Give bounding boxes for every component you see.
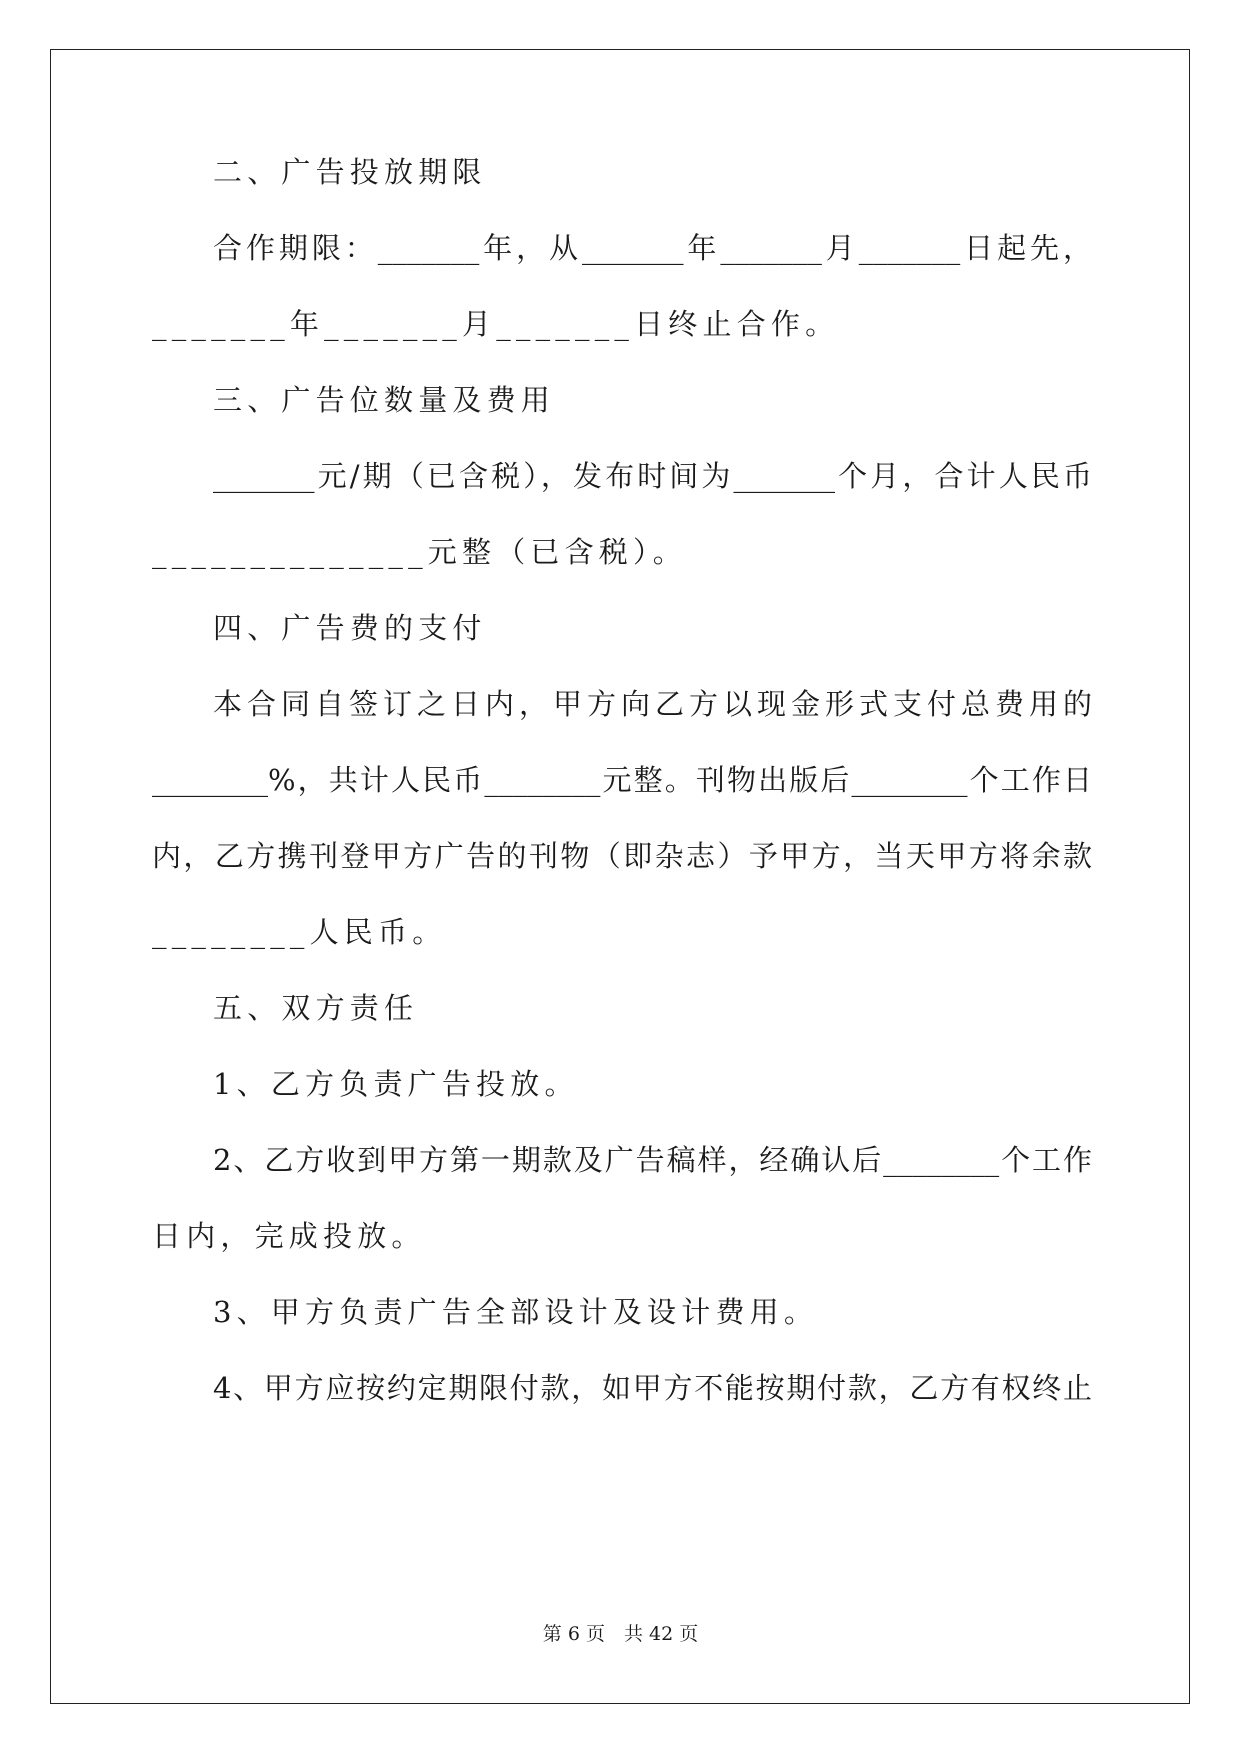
heading-responsibilities: 五、双方责任 — [213, 991, 419, 1025]
paragraph-line: 内，乙方携刊登甲方广告的刊物（即杂志）予甲方，当天甲方将余款 — [152, 839, 1092, 873]
list-item: 1、乙方负责广告投放。 — [213, 1067, 579, 1101]
paragraph-line: _______元/期（已含税），发布时间为_______个月，合计人民币 — [213, 459, 1092, 493]
paragraph-line: ________%，共计人民币________元整。刊物出版后________个工作日 — [152, 763, 1092, 797]
heading-ad-payment: 四、广告费的支付 — [213, 611, 487, 645]
paragraph-line: 日内，完成投放。 — [152, 1219, 426, 1253]
paragraph-line: _______年_______月_______日终止合作。 — [152, 307, 840, 341]
heading-ad-quantity-fee: 三、广告位数量及费用 — [213, 383, 556, 417]
heading-ad-period: 二、广告投放期限 — [213, 155, 487, 189]
page-border — [50, 49, 1190, 1704]
list-item: 4、甲方应按约定期限付款，如甲方不能按期付款，乙方有权终止 — [213, 1371, 1092, 1405]
paragraph-line: 本合同自签订之日内，甲方向乙方以现金形式支付总费用的 — [213, 687, 1092, 721]
page-number: 第 6 页 共 42 页 — [542, 1623, 699, 1645]
list-item: 2、乙方收到甲方第一期款及广告稿样，经确认后________个工作 — [213, 1143, 1092, 1177]
paragraph-line: ______________元整（已含税）。 — [152, 535, 687, 569]
list-item: 3、甲方负责广告全部设计及设计费用。 — [213, 1295, 819, 1329]
paragraph-line: ________人民币。 — [152, 915, 447, 949]
paragraph-line: 合作期限：_______年，从_______年_______月_______日起先， — [213, 231, 1092, 265]
